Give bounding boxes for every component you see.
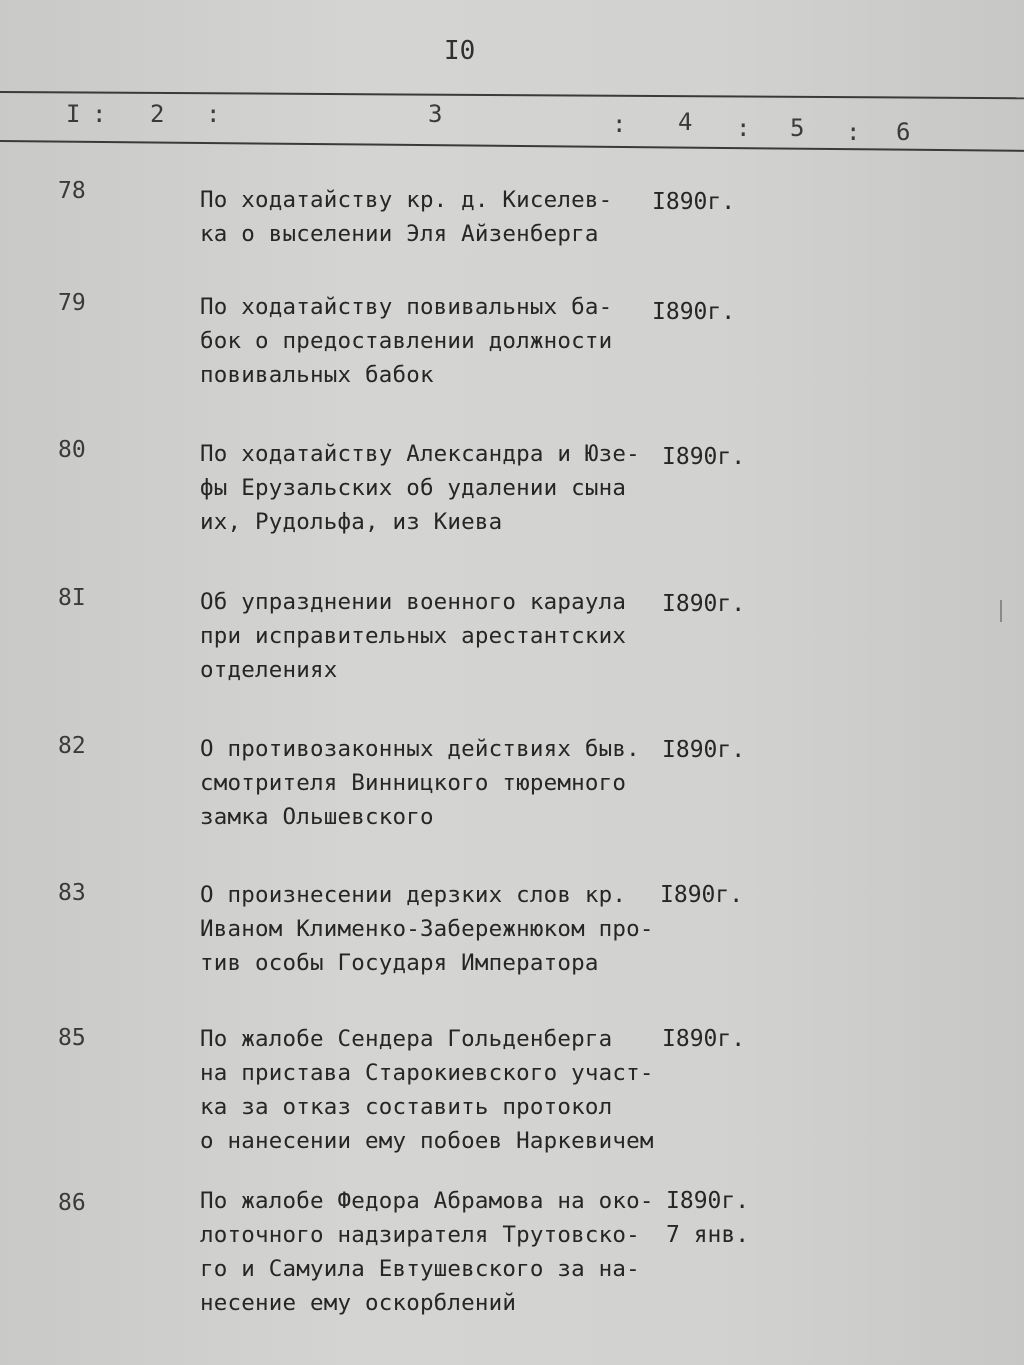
entry-title: По ходатайству повивальных ба- бок о предоставлении должности повивальных бабок [200, 294, 613, 388]
column-separator: : [92, 100, 107, 128]
entry-date: I890г. [652, 189, 736, 215]
entry-title: По ходатайству Александра и Юзе- фы Ерузальских об удалении сына их, Рудольфа, из Киева [200, 441, 640, 535]
column-header-6: 6 [896, 118, 911, 146]
entry-date: I890г. [662, 591, 746, 617]
entry-date: I890г. [662, 444, 746, 470]
entry-number: 78 [58, 178, 86, 204]
column-separator: : [846, 118, 861, 146]
entry-number: 82 [58, 733, 86, 759]
column-separator: : [612, 110, 627, 138]
entry-title: По жалобе Федора Абрамова на око- лоточного надзирателя Трутовско- го и Самуила Евтушевского за на- несение ему оскорблений [200, 1188, 654, 1316]
entry-title: О произнесении дерзких слов кр. Иваном Клименко-Забережнюком про- тив особы Государя Императора [200, 882, 654, 976]
column-separator: : [206, 100, 221, 128]
paper-edge-mark [1000, 600, 1002, 622]
page-number: I0 [444, 36, 476, 66]
column-header-2: 2 [150, 100, 165, 128]
entry-title: По жалобе Сендера Гольденберга на пристава Старокиевского участ- ка за отказ составить протокол о нанесении ему побоев Наркевичем [200, 1026, 654, 1154]
entry-date: I890г. [662, 1026, 746, 1052]
entry-date: I890г. 7 янв. [666, 1188, 750, 1248]
column-header-4: 4 [678, 108, 693, 136]
entry-date: I890г. [662, 737, 746, 763]
column-separator: : [736, 114, 751, 142]
entry-title: О противозаконных действиях быв. смотрителя Винницкого тюремного замка Ольшевского [200, 736, 640, 830]
entry-number: 80 [58, 437, 86, 463]
entry-title: Об упразднении военного караула при исправительных арестантских отделениях [200, 589, 627, 683]
entry-number: 83 [58, 880, 86, 906]
entry-title: По ходатайству кр. д. Киселев- ка о выселении Эля Айзенберга [200, 187, 613, 247]
entry-date: I890г. [652, 299, 736, 325]
entry-number: 85 [58, 1025, 86, 1051]
column-header-3: 3 [428, 100, 443, 128]
entry-number: 86 [58, 1190, 86, 1216]
entry-date: I890г. [660, 882, 744, 908]
column-header-5: 5 [790, 114, 805, 142]
column-header-1: I [66, 100, 81, 128]
header-top-rule [0, 91, 1024, 99]
entry-number: 8I [58, 585, 86, 611]
entry-number: 79 [58, 290, 86, 316]
header-bottom-rule [0, 140, 1024, 152]
